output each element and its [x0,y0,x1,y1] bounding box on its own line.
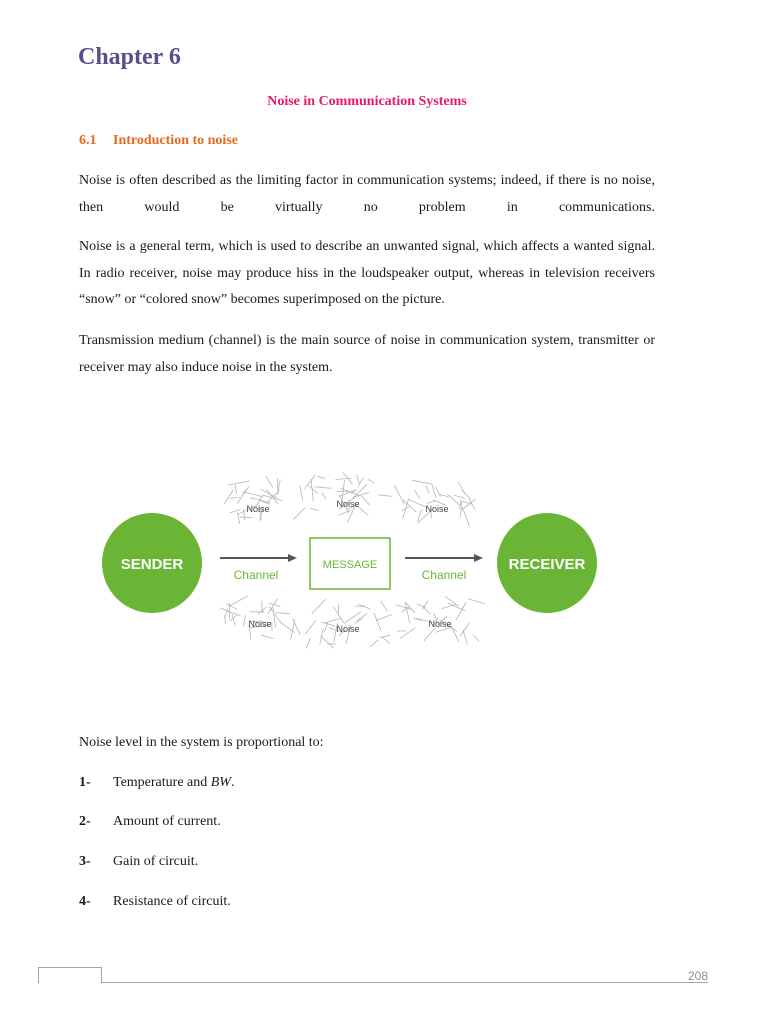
noise-scribble-stroke [280,622,295,633]
noise-scribble-stroke [451,626,459,642]
noise-scribble-stroke [414,490,419,499]
noise-scribble-stroke [229,481,250,485]
list-number: 4- [79,894,91,909]
list-text: Resistance of circuit. [113,894,231,909]
noise-scribble-stroke [409,500,425,507]
list-item [79,814,221,830]
list-text-end: . [230,775,235,790]
noise-scribble-stroke [462,499,476,510]
noise-scribble-stroke [403,498,409,519]
noise-scribble-stroke [337,492,356,493]
noise-scribble-stroke [382,637,390,644]
noise-scribble-stroke [340,490,357,497]
noise-scribble-stroke [311,479,313,501]
noise-scribble-stroke [321,636,334,648]
noise-label: Noise [336,499,360,509]
channel-label-left: Channel [233,568,279,582]
noise-scribble-stroke [324,618,341,623]
noise-scribble-stroke [305,620,316,634]
list-item [79,775,234,791]
noise-scribble-stroke [432,483,437,497]
list-number: 3- [79,854,91,869]
noise-scribble-stroke [422,601,428,610]
noise-scribble-stroke [447,494,460,505]
noise-scribble-stroke [361,495,370,505]
noise-scribble-stroke [230,615,237,621]
noise-scribble-stroke [357,475,360,484]
paragraph-3: Transmission medium (channel) is the main source of noise in communication system, transmitter or receiver may also induce noise in the system. [79,333,655,375]
noise-scribble-stroke [224,490,233,504]
noise-label: Noise [336,624,360,634]
noise-scribble-stroke [468,599,484,604]
noise-scribble-stroke [376,614,392,620]
noise-scribble-stroke [315,487,331,489]
list-text: Gain of circuit. [113,854,199,869]
noise-scribble-stroke [357,613,367,621]
noise-scribble-stroke [448,603,466,611]
noise-scribble-stroke [310,508,319,510]
noise-scribble-stroke [394,485,404,504]
chapter-heading: Chapter 6 [78,44,181,70]
section-title: Introduction to noise [113,133,238,148]
noise-scribble-stroke [412,480,430,484]
noise-scribble-stroke [243,616,245,627]
proportional-intro: Noise level in the system is proportional to: [79,735,324,750]
noise-scribble-stroke [320,628,324,644]
noise-label: Noise [248,619,272,629]
noise-scribble-stroke [381,601,388,611]
noise-scribble-stroke [230,509,241,513]
noise-scribble-stroke [441,604,456,608]
noise-label: Noise [425,504,449,514]
noise-scribble-stroke [237,488,247,503]
noise-scribble-stroke [462,507,470,527]
noise-scribble-stroke [368,479,375,483]
right-arrow-head [474,554,483,562]
channel-label-right: Channel [421,568,467,582]
list-text: Amount of current. [113,814,221,829]
left-arrow-head [288,554,297,562]
noise-scribble-stroke [261,635,274,639]
receiver-label: RECEIVER [508,556,586,573]
section-heading [79,133,238,149]
noise-scribble-stroke [435,487,440,497]
noise-scribble-stroke [266,476,273,487]
noise-scribble-stroke [460,500,461,509]
noise-scribble-stroke [232,615,235,626]
noise-scribble-stroke [342,480,345,501]
list-item [79,894,231,910]
list-text-italic: BW [210,775,231,790]
noise-scribble-stroke [463,630,468,644]
noise-scribble-stroke [462,490,470,498]
footer-tab [38,967,102,983]
noise-scribble-stroke [243,492,263,497]
noise-scribble-stroke [293,508,305,520]
sender-label: SENDER [120,556,184,573]
noise-scribble-stroke [306,638,310,649]
list-text: Temperature and [113,775,211,790]
noise-scribble-stroke [338,604,339,615]
paragraph-1: Noise is often described as the limiting factor in communication systems; indeed, if there is no noise, then would be virtually no problem in communications. [79,173,655,215]
noise-scribble-stroke [244,509,245,520]
noise-label: Noise [428,619,452,629]
noise-scribble-stroke [378,495,391,497]
noise-scribble-stroke [424,627,436,641]
noise-scribble-stroke [322,493,327,500]
list-item [79,854,198,870]
footer-rule [38,982,708,983]
noise-scribble-stroke [473,635,479,642]
paragraph-2: Noise is a general term, which is used to describe an unwanted signal, which affects a wanted signal. In radio receiver, noise may produce hiss in the loudspeaker output, whereas in television receivers “snow” or “colored snow” becomes superimposed on the picture. [79,239,655,307]
noise-scribble-stroke [454,495,465,498]
noise-scribble-stroke [423,607,431,614]
noise-scribble-stroke [229,596,248,606]
noise-scribble-stroke [405,603,410,623]
page-number: 208 [687,969,708,983]
noise-scribble-stroke [276,613,291,614]
noise-scribble-stroke [426,486,429,494]
list-number: 2- [79,814,91,829]
noise-scribble-stroke [400,628,416,639]
noise-scribble-stroke [318,476,326,478]
noise-scribble-stroke [380,635,391,638]
noise-scribble-stroke [370,640,378,647]
noise-scribble-stroke [229,497,240,499]
noise-scribble-stroke [333,607,345,624]
noise-scribble-stroke [235,485,236,494]
noise-scribble-stroke [460,623,469,637]
noise-scribble-stroke [273,607,276,627]
noise-scribble-stroke [321,622,335,626]
noise-scribble-stroke [325,623,328,632]
document-title: Noise in Communication Systems [267,94,467,109]
noise-scribble-stroke [300,486,303,501]
noise-scribble-stroke [396,605,412,610]
noise-scribble-stroke [312,599,326,613]
noise-label: Noise [246,504,270,514]
message-label: MESSAGE [322,559,378,571]
communication-diagram [100,460,600,675]
noise-scribble-stroke [374,613,381,631]
list-number: 1- [79,775,91,790]
section-number: 6.1 [79,133,97,148]
